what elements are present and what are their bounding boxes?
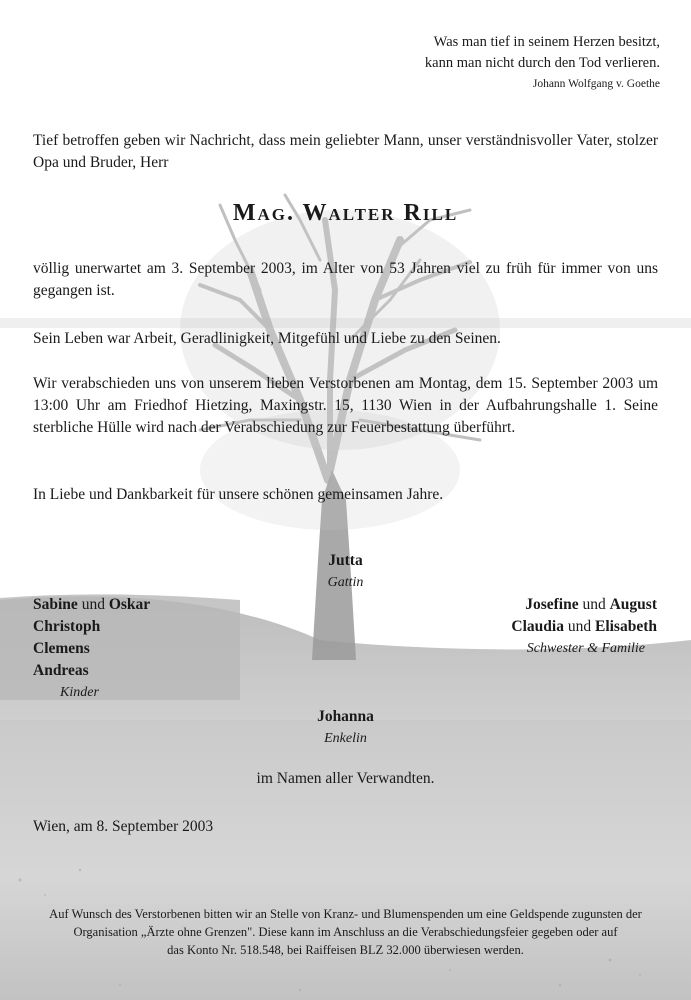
deceased-name: Mag. Walter Rill <box>232 200 459 226</box>
child-sabine: Sabine <box>33 596 78 613</box>
grandchild-role: Enkelin <box>324 731 367 746</box>
sibling-august: August <box>609 596 657 613</box>
footer-line-1: Auf Wunsch des Verstorbenen bitten wir an Stelle von Kranz- und Blumenspenden um eine Geldspende zugunsten der <box>49 907 642 921</box>
wife-name: Jutta <box>328 552 363 569</box>
child-oskar: Oskar <box>108 596 151 613</box>
footer-line-3: das Konto Nr. 518.548, bei Raiffeisen BLZ 32.000 überwiesen werden. <box>167 943 524 957</box>
grandchild-block <box>0 706 691 750</box>
sibling-claudia: Claudia <box>511 618 564 635</box>
and-word: und <box>81 596 105 613</box>
sibling-josefine: Josefine <box>525 596 579 613</box>
relatives-line: im Namen aller Verwandten. <box>256 770 435 787</box>
love-paragraph: In Liebe und Dankbarkeit für unsere schönen gemeinsamen Jahre. <box>33 486 444 503</box>
donation-footer <box>25 905 666 959</box>
wife-role: Gattin <box>327 575 364 590</box>
grandchild-name: Johanna <box>317 708 374 725</box>
and-word: und <box>582 596 606 613</box>
child-christoph: Christoph <box>33 618 101 635</box>
quote-line-2: kann man nicht durch den Tod verlieren. <box>424 55 660 71</box>
life-paragraph: Sein Leben war Arbeit, Geradlinigkeit, Mitgefühl und Liebe zu den Seinen. <box>33 330 501 347</box>
footer-line-2: Organisation „Ärzte ohne Grenzen". Diese kann im Anschluss an die Verabschiedungsfeier gegeben oder auf <box>73 925 618 939</box>
wife-block <box>0 550 691 594</box>
siblings-block <box>420 594 657 660</box>
child-andreas: Andreas <box>33 662 89 679</box>
and-word: und <box>567 618 592 635</box>
children-role: Kinder <box>60 685 99 700</box>
children-block <box>33 594 150 704</box>
goethe-quote <box>420 32 660 92</box>
intro-paragraph: Tief betroffen geben wir Nachricht, dass mein geliebter Mann, unser verständnisvoller Vater, stolzer Opa und Bruder, Herr <box>33 132 658 171</box>
death-paragraph: völlig unerwartet am 3. September 2003, im Alter von 53 Jahren viel zu früh für immer von uns gegangen ist. <box>33 260 658 299</box>
child-clemens: Clemens <box>33 640 90 657</box>
quote-line-1: Was man tief in seinem Herzen besitzt, <box>433 34 660 50</box>
siblings-role: Schwester & Familie <box>526 641 645 656</box>
sibling-elisabeth: Elisabeth <box>594 618 657 635</box>
quote-author: Johann Wolfgang v. Goethe <box>532 78 660 90</box>
farewell-paragraph: Wir verabschieden uns von unserem lieben Verstorbenen am Montag, dem 15. September 2003 um 13:00 Uhr am Friedhof Hietzing, Maxingstr. 15, 1130 Wien in der Aufbahrungshalle 1. Seine sterbliche Hülle wird nach der Verabschiedung zur Feuerbestattung überführt. <box>33 375 658 436</box>
place-date: Wien, am 8. September 2003 <box>33 818 214 835</box>
